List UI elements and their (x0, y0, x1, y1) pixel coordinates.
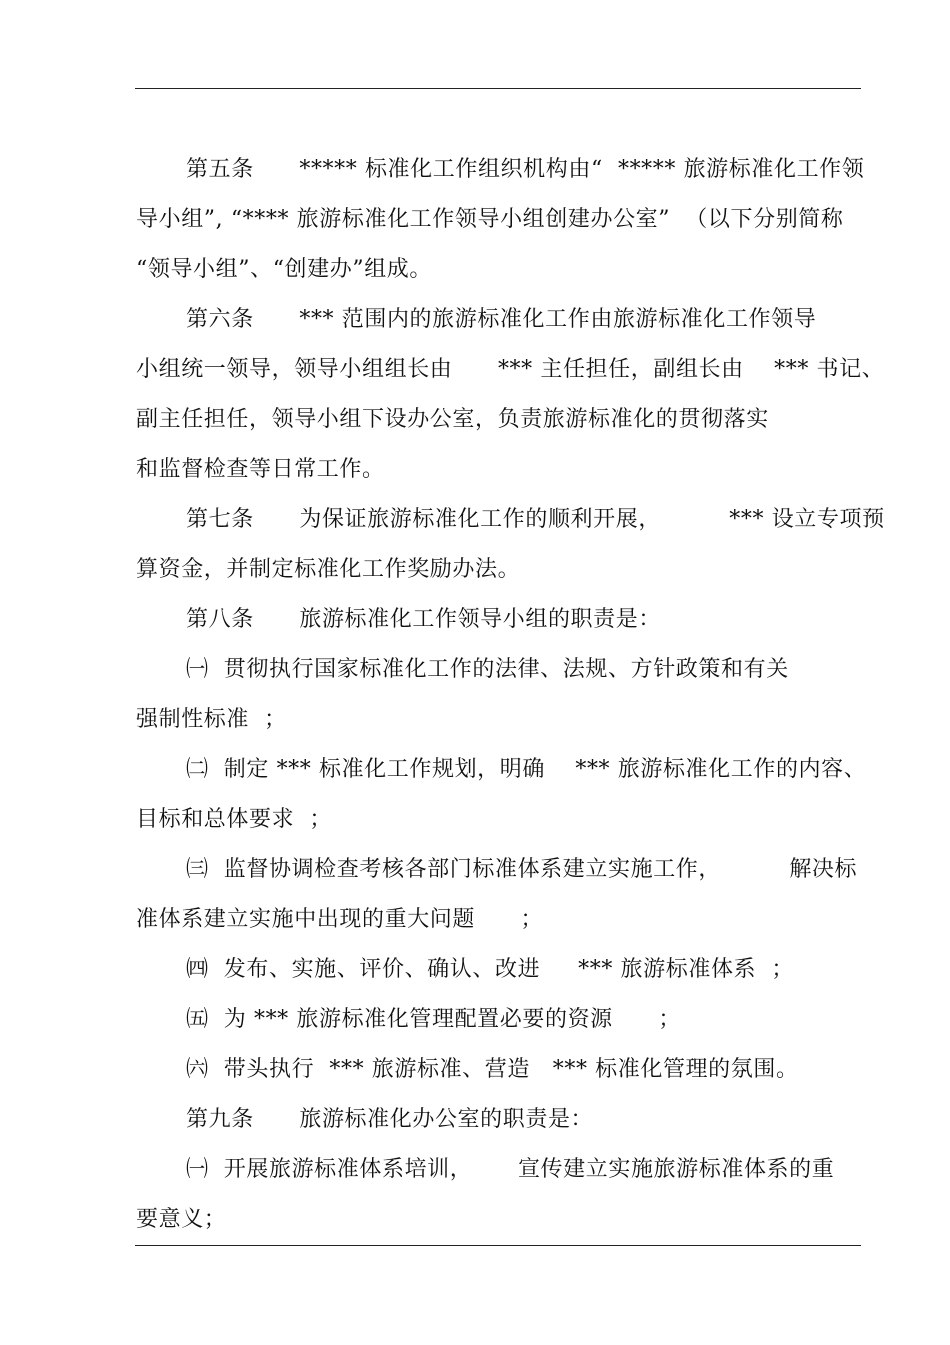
text-line: ㈤ 为 *** 旅游标准化管理配置必要的资源 ； (186, 1007, 681, 1032)
text-line: 导小组”, “**** 旅游标准化工作领导小组创建办公室” （以下分别简称 (136, 207, 844, 232)
text-line: 第八条 旅游标准化工作领导小组的职责是： (186, 607, 661, 632)
text-line: “领导小组”、“创建办”组成。 (136, 257, 432, 282)
text-line: 小组统一领导，领导小组组长由 *** 主任担任，副组长由 *** 书记、 (136, 357, 885, 382)
text-line: ㈡ 制定 *** 标准化工作规划，明确 *** 旅游标准化工作的内容、 (186, 757, 867, 782)
text-line: ㈠ 贯彻执行国家标准化工作的法律、法规、方针政策和有关 (186, 657, 789, 682)
footer-rule (135, 1245, 861, 1246)
text-line: 强制性标准 ； (136, 707, 287, 732)
text-line: 准体系建立实施中出现的重大问题 ； (136, 907, 544, 932)
text-line: 目标和总体要求 ； (136, 807, 332, 832)
text-line: 要意义； (136, 1207, 227, 1232)
text-line: ㈠ 开展旅游标准体系培训， 宣传建立实施旅游标准体系的重 (186, 1157, 835, 1182)
text-line: 副主任担任，领导小组下设办公室，负责旅游标准化的贯彻落实 (136, 407, 769, 432)
text-line: 第九条 旅游标准化办公室的职责是： (186, 1107, 594, 1132)
text-line: 算资金，并制定标准化工作奖励办法。 (136, 557, 521, 582)
header-rule (135, 88, 861, 89)
text-line: ㈣ 发布、实施、评价、确认、改进 *** 旅游标准体系 ； (186, 957, 794, 982)
text-line: ㈥ 带头执行 *** 旅游标准、营造 *** 标准化管理的氛围。 (186, 1057, 799, 1082)
text-line: 第六条 *** 范围内的旅游标准化工作由旅游标准化工作领导 (186, 307, 817, 332)
text-line: ㈢ 监督协调检查考核各部门标准体系建立实施工作， 解决标 (186, 857, 858, 882)
text-line: 和监督检查等日常工作。 (136, 457, 385, 482)
text-line: 第五条 ***** 标准化工作组织机构由“ ***** 旅游标准化工作领 (186, 157, 865, 182)
text-line: 第七条 为保证旅游标准化工作的顺利开展， *** 设立专项预 (186, 507, 885, 532)
